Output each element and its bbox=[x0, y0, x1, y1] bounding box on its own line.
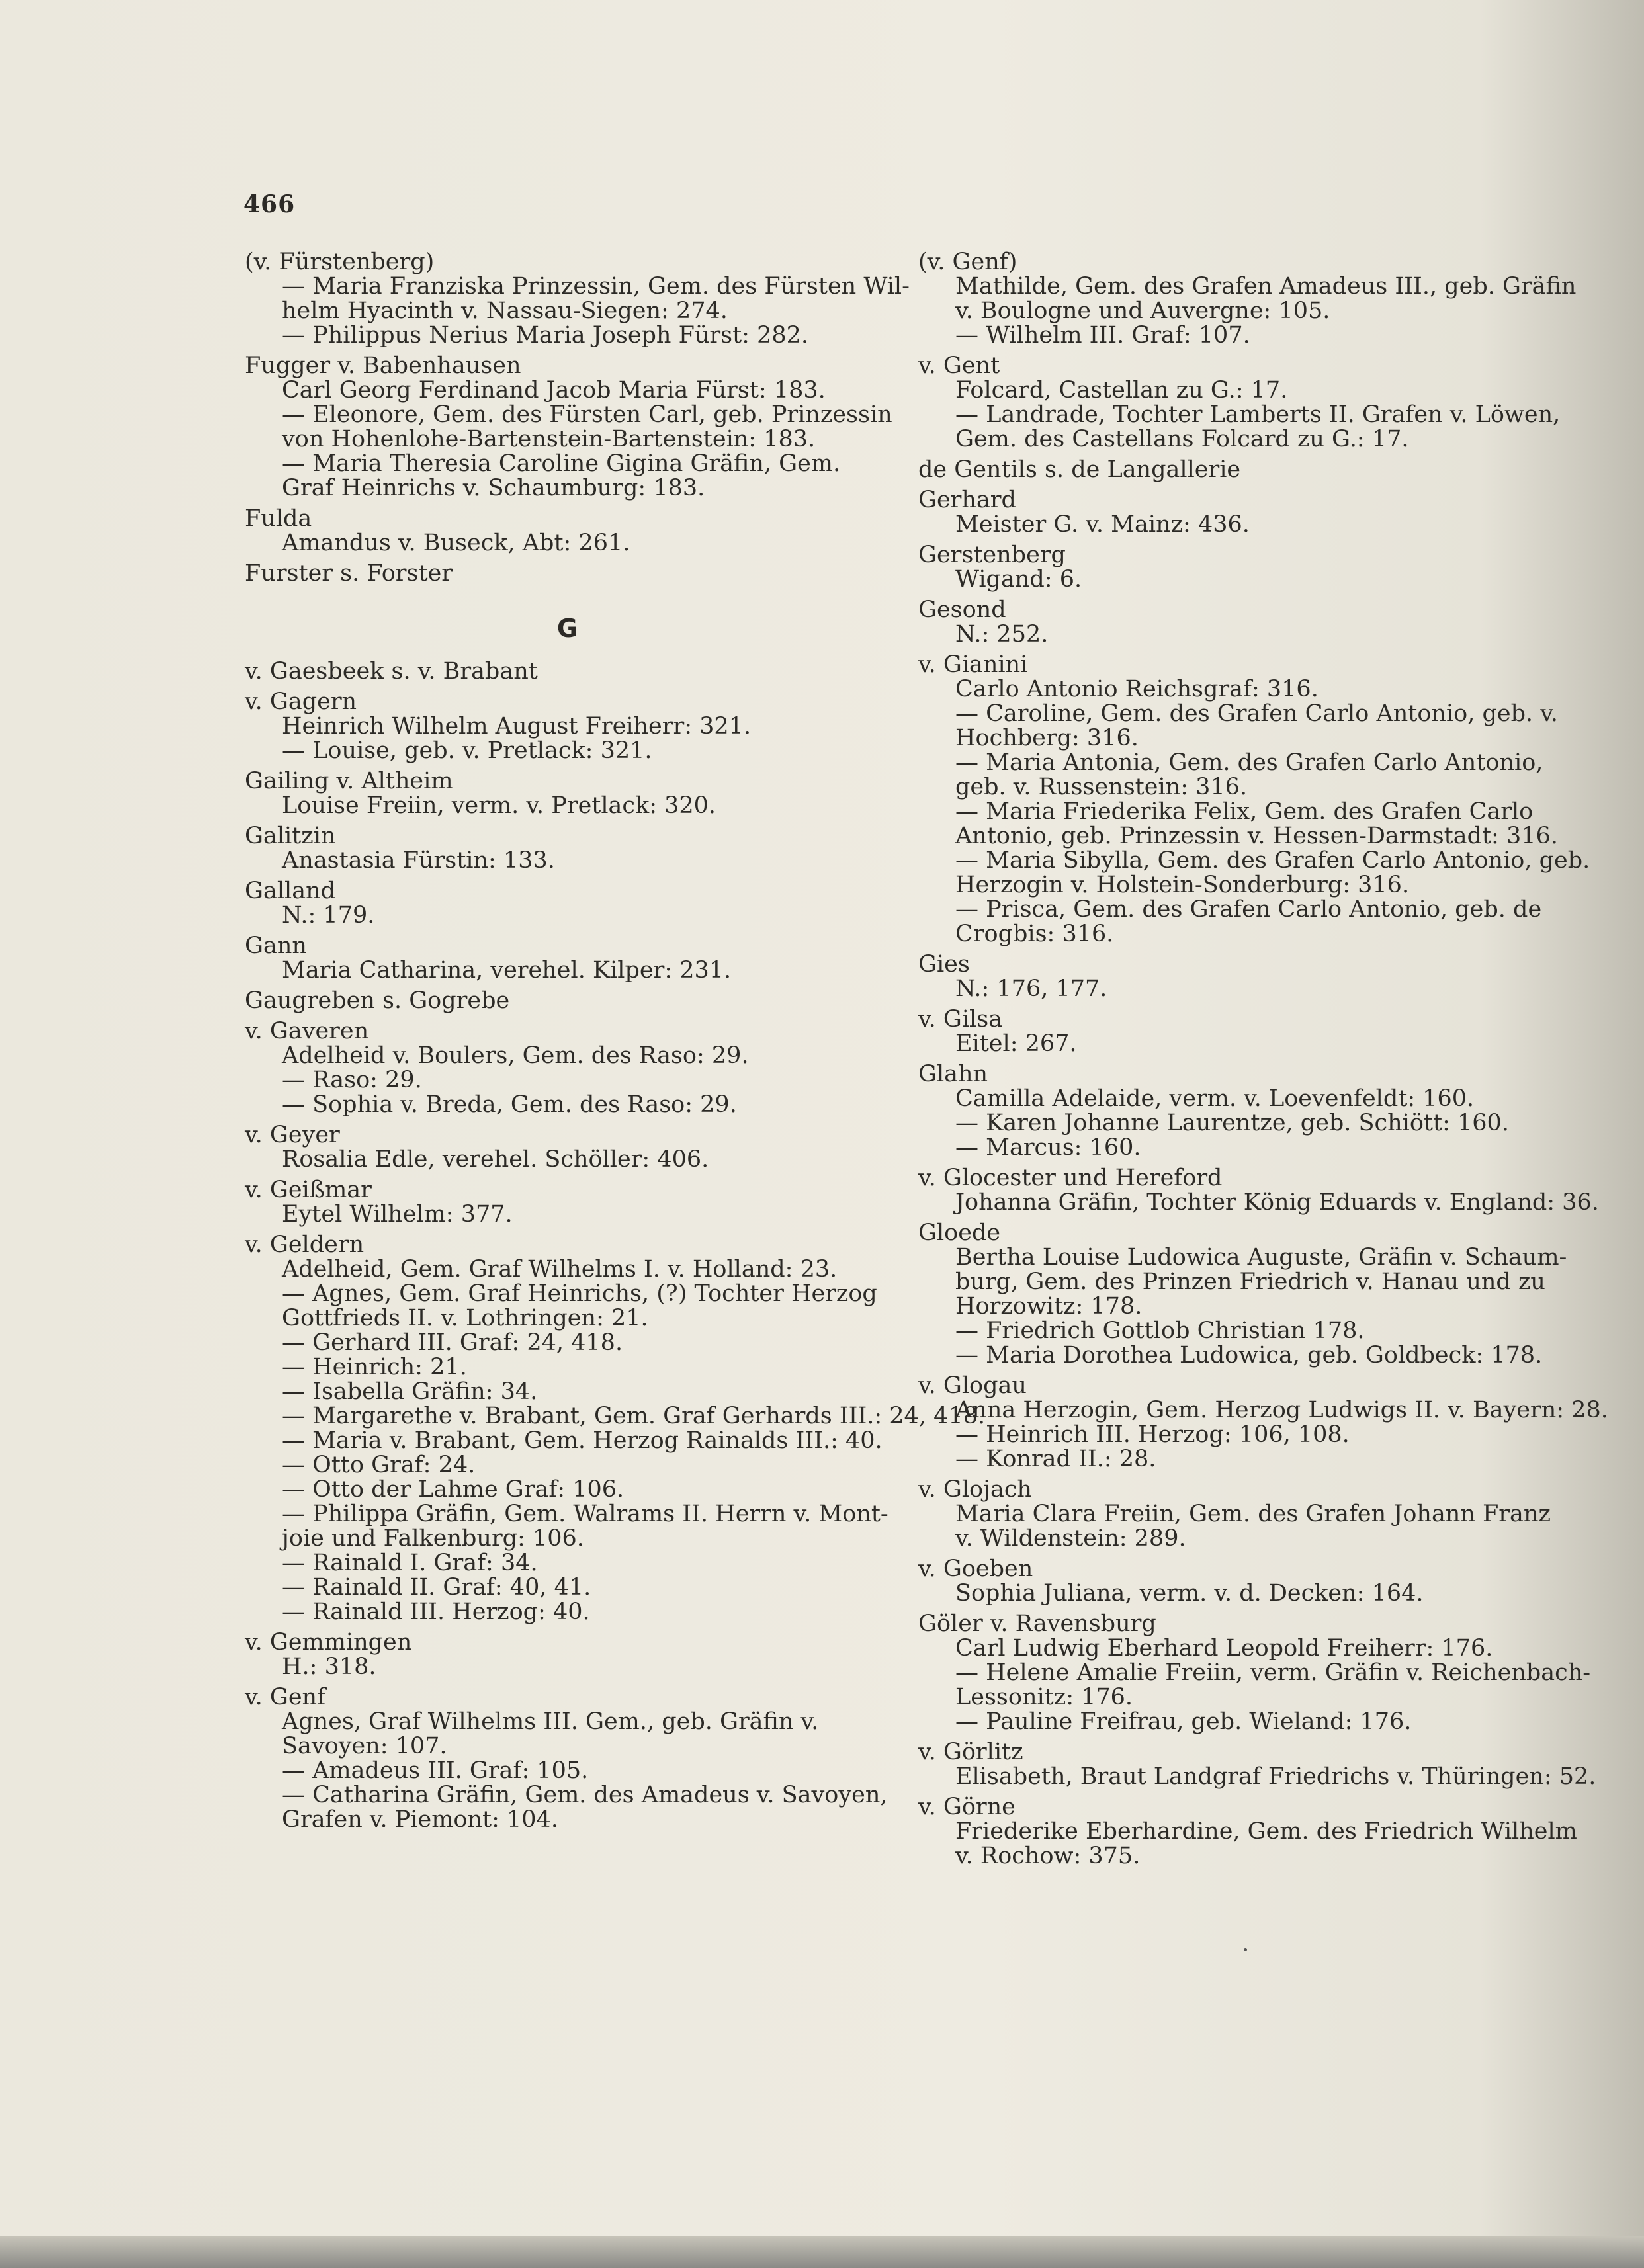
entry-line: — Isabella Gräfin: 34. bbox=[282, 1378, 538, 1405]
entry-line: — Maria Sibylla, Gem. des Grafen Carlo Antonio, geb. bbox=[955, 847, 1590, 874]
entry-line: — Maria Friederika Felix, Gem. des Grafen Carlo bbox=[955, 798, 1534, 825]
entry-line: — Philippa Gräfin, Gem. Walrams II. Herrn v. Mont- bbox=[282, 1501, 888, 1527]
entry-line: — Heinrich: 21. bbox=[282, 1354, 467, 1380]
entry-line: — Catharina Gräfin, Gem. des Amadeus v. Savoyen, bbox=[282, 1782, 888, 1808]
index-entry bbox=[918, 458, 1553, 482]
entry-heading: v. Gianini bbox=[918, 651, 1028, 678]
entry-heading: (v. Genf) bbox=[918, 249, 1017, 275]
entry-line: Adelheid, Gem. Graf Wilhelms I. v. Holland: 23. bbox=[282, 1256, 838, 1282]
index-entry bbox=[918, 543, 1553, 592]
entry-heading: v. Görne bbox=[918, 1794, 1016, 1820]
index-entry bbox=[918, 1557, 1553, 1606]
entry-line: v. Rochow: 375. bbox=[955, 1843, 1141, 1869]
index-entry bbox=[918, 1007, 1553, 1056]
entry-heading: Gaugreben s. Gogrebe bbox=[245, 987, 510, 1014]
entry-line: — Maria Antonia, Gem. des Grafen Carlo Antonio, bbox=[955, 749, 1543, 776]
entry-line: — Maria Franziska Prinzessin, Gem. des Fürsten Wil- bbox=[282, 273, 910, 300]
entry-line: — Heinrich III. Herzog: 106, 108. bbox=[955, 1421, 1350, 1448]
entry-heading: v. Geyer bbox=[245, 1122, 340, 1148]
entry-line: — Otto der Lahme Graf: 106. bbox=[282, 1476, 625, 1503]
index-entry bbox=[245, 354, 890, 501]
entry-line: Horzowitz: 178. bbox=[955, 1293, 1143, 1320]
entry-line: — Friedrich Gottlob Christian 178. bbox=[955, 1318, 1365, 1344]
index-entry bbox=[245, 1019, 890, 1117]
index-entry bbox=[918, 249, 1577, 349]
index-entry bbox=[918, 1794, 1577, 1869]
entry-line: — Eleonore, Gem. des Fürsten Carl, geb. Prinzessin bbox=[282, 401, 892, 428]
entry-line: Grafen v. Piemont: 104. bbox=[282, 1806, 558, 1833]
entry-line: — Landrade, Tochter Lamberts II. Grafen v. Löwen, bbox=[955, 401, 1561, 428]
entry-line: — Maria Theresia Caroline Gigina Gräfin, Gem. bbox=[282, 450, 841, 477]
index-entry bbox=[245, 769, 890, 818]
index-entry bbox=[245, 1630, 890, 1679]
index-entry bbox=[918, 1478, 1553, 1551]
entry-heading: v. Glogau bbox=[918, 1372, 1027, 1399]
entry-line: Savoyen: 107. bbox=[282, 1733, 447, 1759]
entry-line: — Maria v. Brabant, Gem. Herzog Rainalds III.: 40. bbox=[282, 1427, 883, 1454]
index-entry bbox=[245, 1685, 890, 1832]
index-entry bbox=[918, 598, 1553, 647]
entry-line: Gem. des Castellans Folcard zu G.: 17. bbox=[955, 426, 1409, 452]
section-letter: G bbox=[556, 614, 578, 643]
index-entry bbox=[245, 989, 890, 1013]
entry-heading: Gerhard bbox=[918, 487, 1016, 513]
entry-heading: v. Geißmar bbox=[245, 1177, 372, 1203]
entry-line: v. Boulogne und Auvergne: 105. bbox=[955, 298, 1330, 324]
index-entry bbox=[918, 651, 1590, 947]
entry-line: Carl Georg Ferdinand Jacob Maria Fürst: 183. bbox=[282, 377, 826, 403]
entry-line: Graf Heinrichs v. Schaumburg: 183. bbox=[282, 475, 705, 501]
entry-heading: Göler v. Ravensburg bbox=[918, 1611, 1156, 1637]
index-entry bbox=[245, 934, 890, 983]
entry-heading: Fulda bbox=[245, 505, 312, 532]
entry-heading: v. Gemmingen bbox=[245, 1629, 412, 1656]
speck bbox=[1244, 1948, 1247, 1951]
entry-heading: Gies bbox=[918, 951, 970, 978]
entry-line: joie und Falkenburg: 106. bbox=[282, 1525, 584, 1552]
entry-line: — Otto Graf: 24. bbox=[282, 1452, 476, 1478]
entry-line: H.: 318. bbox=[282, 1654, 376, 1680]
entry-line: v. Wildenstein: 289. bbox=[955, 1525, 1186, 1552]
entry-line: — Rainald III. Herzog: 40. bbox=[282, 1599, 590, 1625]
page-edge-shadow bbox=[0, 2236, 1644, 2268]
entry-line: N.: 176, 177. bbox=[955, 976, 1107, 1002]
index-entry bbox=[245, 562, 890, 586]
entry-line: — Maria Dorothea Ludowica, geb. Goldbeck: 178. bbox=[955, 1342, 1543, 1368]
entry-line: Crogbis: 316. bbox=[955, 921, 1114, 947]
entry-heading: v. Genf bbox=[245, 1684, 326, 1710]
index-entry bbox=[918, 1165, 1599, 1216]
index-entry bbox=[918, 1372, 1608, 1472]
entry-line: — Prisca, Gem. des Grafen Carlo Antonio, geb. de bbox=[955, 896, 1542, 923]
entry-heading: Galitzin bbox=[245, 823, 336, 849]
entry-line: Folcard, Castellan zu G.: 17. bbox=[955, 377, 1288, 403]
index-entry bbox=[245, 249, 910, 349]
index-entry bbox=[918, 1739, 1596, 1790]
entry-line: Carl Ludwig Eberhard Leopold Freiherr: 176. bbox=[955, 1635, 1493, 1661]
index-entry bbox=[245, 1178, 890, 1227]
index-entry bbox=[245, 507, 890, 556]
entry-line: — Karen Johanne Laurentze, geb. Schiött: 160. bbox=[955, 1110, 1509, 1136]
entry-line: — Margarethe v. Brabant, Gem. Graf Gerhards III.: 24, 418. bbox=[282, 1403, 986, 1429]
entry-heading: v. Gent bbox=[918, 353, 1000, 379]
index-entry bbox=[918, 353, 1561, 452]
entry-line: burg, Gem. des Prinzen Friedrich v. Hanau und zu bbox=[955, 1269, 1545, 1295]
entry-heading: Gann bbox=[245, 933, 307, 959]
index-entry bbox=[245, 824, 890, 873]
index-entry bbox=[245, 879, 890, 928]
entry-heading: Gesond bbox=[918, 597, 1006, 623]
entry-line: — Wilhelm III. Graf: 107. bbox=[955, 322, 1250, 349]
entry-line: Agnes, Graf Wilhelms III. Gem., geb. Gräfin v. bbox=[282, 1708, 819, 1735]
entry-line: — Agnes, Gem. Graf Heinrichs, (?) Tochter Herzog bbox=[282, 1281, 877, 1307]
entry-line: — Rainald I. Graf: 34. bbox=[282, 1550, 538, 1576]
entry-line: geb. v. Russenstein: 316. bbox=[955, 774, 1248, 800]
entry-line: — Philippus Nerius Maria Joseph Fürst: 282. bbox=[282, 322, 809, 349]
index-entry bbox=[918, 1062, 1553, 1160]
entry-line: — Louise, geb. v. Pretlack: 321. bbox=[282, 737, 652, 764]
entry-line: Friederike Eberhardine, Gem. des Friedrich Wilhelm bbox=[955, 1818, 1577, 1845]
entry-line: — Caroline, Gem. des Grafen Carlo Antonio, geb. v. bbox=[955, 700, 1558, 727]
entry-line: Meister G. v. Mainz: 436. bbox=[955, 511, 1250, 538]
entry-line: Anastasia Fürstin: 133. bbox=[282, 847, 555, 874]
entry-line: — Sophia v. Breda, Gem. des Raso: 29. bbox=[282, 1091, 737, 1118]
entry-heading: v. Glojach bbox=[918, 1476, 1032, 1503]
entry-line: N.: 179. bbox=[282, 902, 375, 929]
entry-line: — Raso: 29. bbox=[282, 1067, 422, 1093]
index-entry bbox=[918, 952, 1553, 1001]
entry-line: Bertha Louise Ludowica Auguste, Gräfin v. Schaum- bbox=[955, 1244, 1567, 1271]
entry-heading: Gloede bbox=[918, 1220, 1001, 1246]
entry-line: helm Hyacinth v. Nassau-Siegen: 274. bbox=[282, 298, 728, 324]
entry-heading: Fugger v. Babenhausen bbox=[245, 353, 521, 379]
entry-heading: v. Görlitz bbox=[918, 1739, 1023, 1765]
right-column bbox=[918, 249, 1608, 1874]
index-entry bbox=[245, 659, 890, 684]
index-entry bbox=[918, 1220, 1567, 1368]
entry-heading: v. Glocester und Hereford bbox=[918, 1165, 1223, 1191]
entry-line: Anna Herzogin, Gem. Herzog Ludwigs II. v. Bayern: 28. bbox=[955, 1397, 1608, 1423]
entry-line: Elisabeth, Braut Landgraf Friedrichs v. Thüringen: 52. bbox=[955, 1763, 1596, 1790]
entry-line: — Marcus: 160. bbox=[955, 1134, 1141, 1161]
entry-line: — Gerhard III. Graf: 24, 418. bbox=[282, 1329, 623, 1356]
entry-line: Adelheid v. Boulers, Gem. des Raso: 29. bbox=[282, 1042, 749, 1069]
entry-line: — Pauline Freifrau, geb. Wieland: 176. bbox=[955, 1708, 1412, 1735]
page-number: 466 bbox=[243, 190, 296, 218]
entry-line: Gottfrieds II. v. Lothringen: 21. bbox=[282, 1305, 648, 1331]
entry-line: Johanna Gräfin, Tochter König Eduards v. England: 36. bbox=[955, 1189, 1599, 1216]
entry-line: — Helene Amalie Freiin, verm. Gräfin v. Reichenbach- bbox=[955, 1659, 1591, 1686]
entry-heading: Glahn bbox=[918, 1061, 988, 1087]
entry-line: Eytel Wilhelm: 377. bbox=[282, 1201, 513, 1228]
index-entry bbox=[918, 1611, 1591, 1735]
entry-heading: Gerstenberg bbox=[918, 542, 1066, 568]
entry-heading: v. Gagern bbox=[245, 689, 357, 715]
entry-line: — Konrad II.: 28. bbox=[955, 1446, 1156, 1472]
entry-line: Carlo Antonio Reichsgraf: 316. bbox=[955, 676, 1319, 702]
entry-line: Herzogin v. Holstein-Sonderburg: 316. bbox=[955, 872, 1410, 898]
entry-line: Sophia Juliana, verm. v. d. Decken: 164. bbox=[955, 1580, 1424, 1607]
entry-line: Lessonitz: 176. bbox=[955, 1684, 1133, 1710]
entry-heading: Gailing v. Altheim bbox=[245, 768, 453, 794]
entry-heading: de Gentils s. de Langallerie bbox=[918, 456, 1241, 483]
entry-line: Hochberg: 316. bbox=[955, 725, 1139, 751]
entry-line: Heinrich Wilhelm August Freiherr: 321. bbox=[282, 713, 752, 739]
entry-line: — Rainald II. Graf: 40, 41. bbox=[282, 1574, 591, 1601]
entry-heading: v. Gaveren bbox=[245, 1018, 369, 1044]
index-entry bbox=[918, 488, 1553, 537]
entry-line: Amandus v. Buseck, Abt: 261. bbox=[282, 530, 630, 556]
entry-line: von Hohenlohe-Bartenstein-Bartenstein: 183. bbox=[282, 426, 816, 452]
entry-heading: (v. Fürstenberg) bbox=[245, 249, 435, 275]
entry-line: N.: 252. bbox=[955, 621, 1049, 648]
entry-heading: Galland bbox=[245, 878, 336, 904]
entry-heading: v. Gilsa bbox=[918, 1006, 1003, 1032]
entry-line: Louise Freiin, verm. v. Pretlack: 320. bbox=[282, 792, 716, 819]
entry-line: — Amadeus III. Graf: 105. bbox=[282, 1757, 589, 1784]
entry-heading: v. Goeben bbox=[918, 1556, 1033, 1582]
entry-line: Camilla Adelaide, verm. v. Loevenfeldt: 160. bbox=[955, 1085, 1475, 1112]
entry-heading: Furster s. Forster bbox=[245, 560, 453, 587]
entry-line: Wigand: 6. bbox=[955, 566, 1082, 593]
index-entry bbox=[245, 1123, 890, 1172]
entry-heading: v. Gaesbeek s. v. Brabant bbox=[245, 658, 538, 685]
entry-heading: v. Geldern bbox=[245, 1232, 365, 1258]
index-entry bbox=[245, 690, 890, 763]
entry-line: Mathilde, Gem. des Grafen Amadeus III., geb. Gräfin bbox=[955, 273, 1577, 300]
entry-line: Maria Catharina, verehel. Kilper: 231. bbox=[282, 957, 732, 984]
entry-line: Eitel: 267. bbox=[955, 1030, 1077, 1057]
entry-line: Maria Clara Freiin, Gem. des Grafen Johann Franz bbox=[955, 1501, 1551, 1527]
entry-line: Antonio, geb. Prinzessin v. Hessen-Darmstadt: 316. bbox=[955, 823, 1558, 849]
entry-line: Rosalia Edle, verehel. Schöller: 406. bbox=[282, 1146, 709, 1173]
